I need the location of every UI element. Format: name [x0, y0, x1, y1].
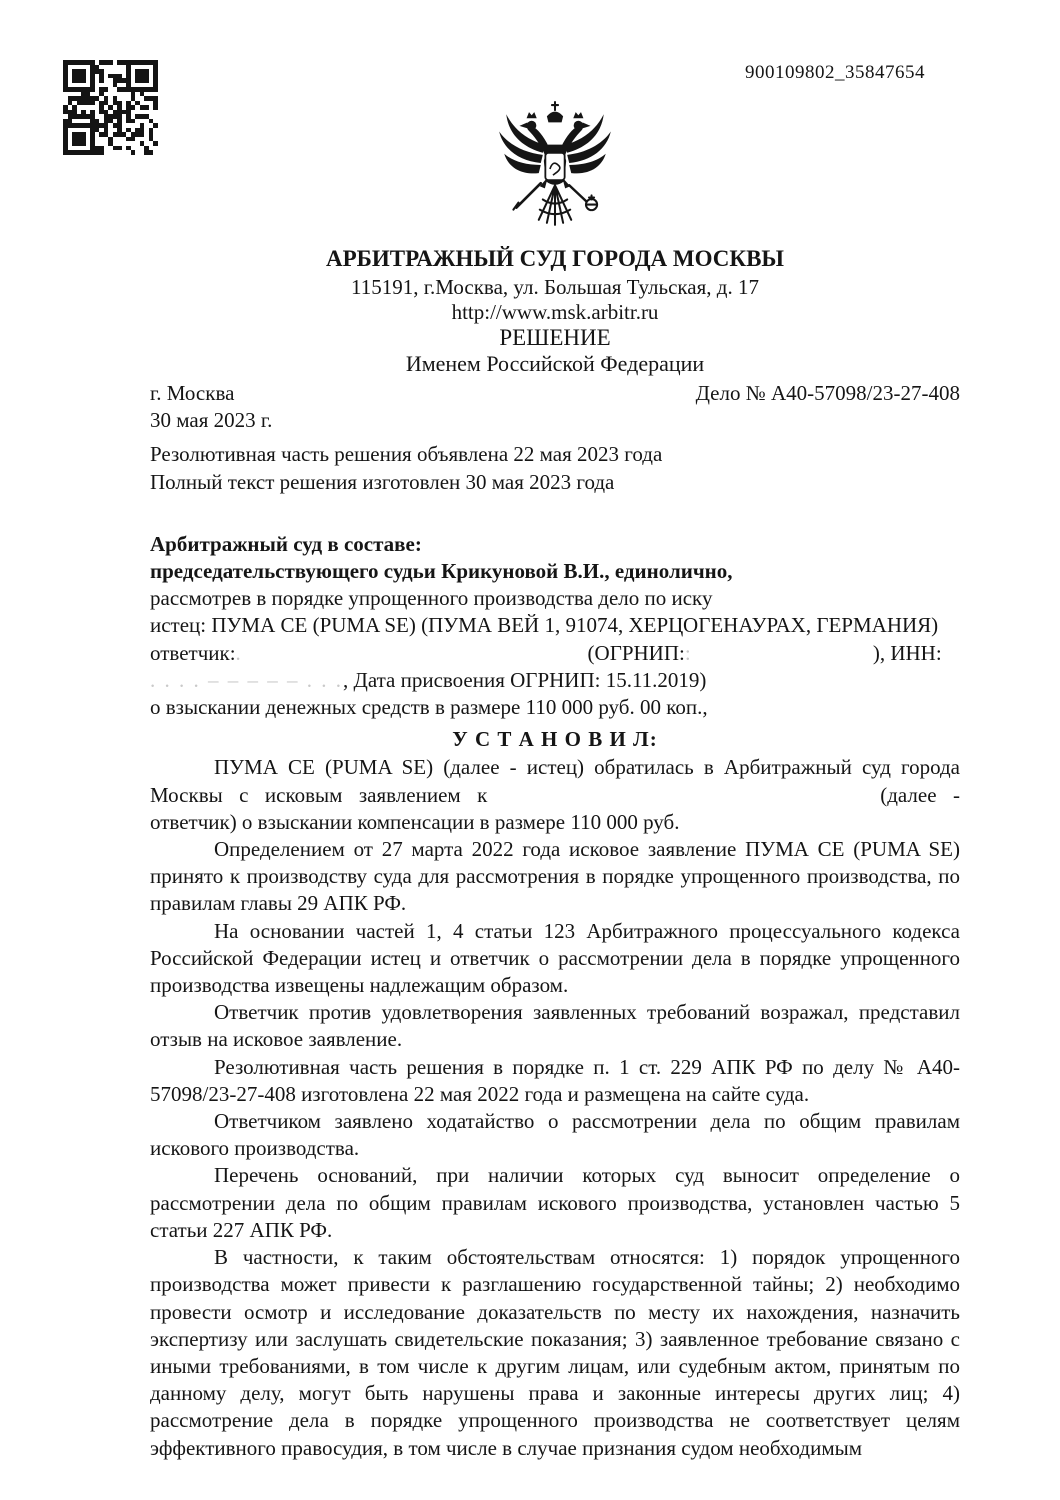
- coat-of-arms-eagle: [493, 100, 617, 234]
- defendant-line-2: [150, 667, 960, 694]
- full-text-made-line: Полный текст решения изготовлен 30 мая 2023 года: [150, 469, 615, 494]
- ustanovil-heading: У С Т А Н О В И Л:: [452, 727, 658, 752]
- document-type-title: РЕШЕНИЕ: [499, 325, 611, 350]
- redacted-inn-value: . . . . – – – – – . . .: [150, 667, 343, 692]
- paragraph-1-before: ПУМА СЕ (PUMA SE) (далее - истец) обратилась в Арбитражный суд города Москвы с исковым заявлением к: [150, 755, 960, 807]
- paragraph-2: Определением от 27 марта 2022 года исковое заявление ПУМА СЕ (PUMA SE) принято к производству суда для рассмотрения в порядке упрощенного производства, по правилам главы 29 АПК РФ.: [150, 837, 960, 916]
- in-the-name-subtitle: Именем Российской Федерации: [405, 351, 705, 376]
- plaintiff-line: истец: ПУМА СЕ (PUMA SE) (ПУМА ВЕЙ 1, 91074, ХЕРЦОГЕНАУРАХ, ГЕРМАНИЯ): [150, 613, 939, 638]
- paragraph-5: Резолютивная часть решения в порядке п. 1 ст. 229 АПК РФ по делу № А40-57098/23-27-408 изготовлена 22 мая 2022 года и размещена на сайте суда.: [150, 1054, 960, 1106]
- paragraph-6: Ответчиком заявлено ходатайство о рассмотрении дела по общим правилам искового производства.: [150, 1109, 960, 1161]
- defendant-label: ответчик:: [150, 640, 236, 665]
- redacted-defendant-name: .: [235, 640, 243, 665]
- city-case-row: [150, 380, 960, 407]
- document-body: [150, 243, 960, 1462]
- paragraph-1: [150, 754, 960, 836]
- resolutive-announced-line: Резолютивная часть решения объявлена 22 мая 2023 года: [150, 442, 663, 467]
- court-address: 115191, г.Москва, ул. Большая Тульская, д. 17: [351, 275, 759, 299]
- city-label: г. Москва: [150, 381, 235, 405]
- inn-label: ), ИНН:: [872, 640, 942, 665]
- judge-line: председательствующего судьи Крикуновой В.И., единолично,: [150, 559, 733, 584]
- court-composition-block: [150, 531, 960, 721]
- court-website: http://www.msk.arbitr.ru: [451, 300, 659, 324]
- defendant-line-1: [150, 640, 960, 667]
- composition-intro: Арбитражный суд в составе:: [150, 531, 422, 556]
- court-title: АРБИТРАЖНЫЙ СУД ГОРОДА МОСКВЫ: [326, 246, 784, 271]
- qr-code: [63, 60, 158, 155]
- paragraph-8: В частности, к таким обстоятельствам относятся: 1) порядок упрощенного производства может привести к разглашению государственной тайны; 2) необходимо провести осмотр и исследование доказательств по месту их нахождения, назначить экспертизу или заслушать свидетельские показания; 3) заявленное требование связано с иными требованиями, в том числе к другим лицам, или судебным актом, принятым по данному делу, могут быть нарушены права и законные интересы других лиц; 4) рассмотрение дела в порядке упрощенного производства не соответствует целям эффективного правосудия, в том числе в случае признания судом необходимым: [150, 1245, 960, 1460]
- ogrnip-date: , Дата присвоения ОГРНИП: 15.11.2019): [343, 667, 707, 692]
- ogrnip-label: (ОГРНИП:: [587, 640, 685, 665]
- procedure-line: рассмотрев в порядке упрощенного производства дело по иску: [150, 586, 713, 611]
- case-number: Дело № А40-57098/23-27-408: [695, 381, 960, 405]
- paragraph-7: Перечень оснований, при наличии которых суд выносит определение о рассмотрении дела по общим правилам искового производства, установлен частью 5 статьи 227 АПК РФ.: [150, 1163, 960, 1242]
- paragraph-3: На основании частей 1, 4 статьи 123 Арбитражного процессуального кодекса Российской Федерации истец и ответчик о рассмотрении дела в порядке упрощенного производства извещены надлежащим образом.: [150, 918, 960, 998]
- dates-block: [150, 441, 960, 495]
- paragraph-4: Ответчик против удовлетворения заявленных требований возражал, представил отзыв на исковое заявление.: [150, 1000, 960, 1052]
- redacted-ogrnip-value: :: [684, 640, 693, 665]
- scan-doc-number: 900109802_35847654: [745, 62, 925, 83]
- paragraph-1-after: (далее - ответчик) о взыскании компенсации в размере 110 000 руб.: [150, 782, 960, 834]
- claim-line: о взыскании денежных средств в размере 110 000 руб. 00 коп.,: [150, 695, 708, 720]
- decision-date: 30 мая 2023 г.: [150, 408, 273, 433]
